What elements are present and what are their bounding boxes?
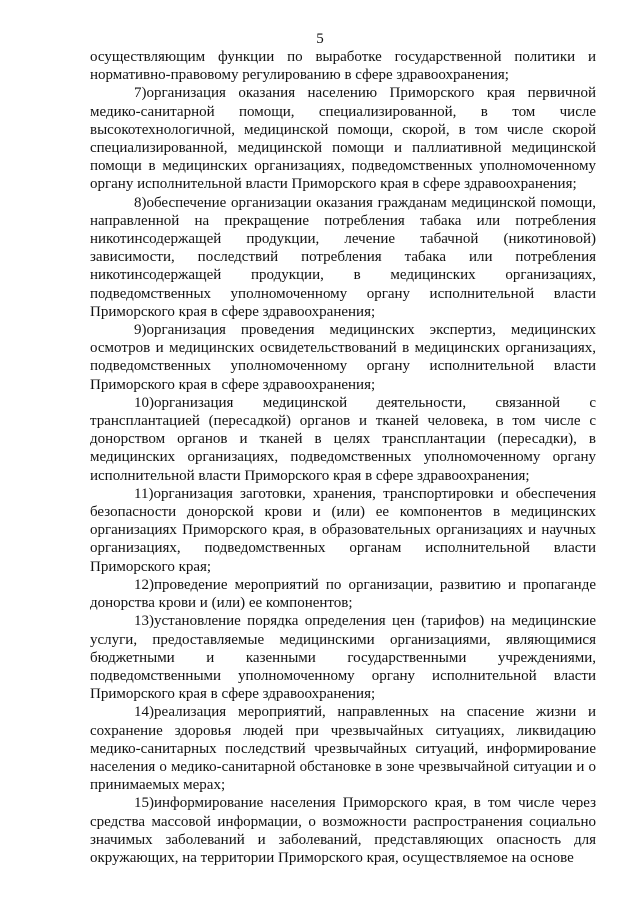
- paragraph-continuation: осуществляющим функции по выработке государственной политики и нормативно-правовому регулированию в сфере здравоохранения;: [90, 49, 596, 84]
- paragraph-item-8: 8)обеспечение организации оказания гражданам медицинской помощи, направленной на прекращение потребления табака или потребления никотинсодержащей продукции, лечение табачной (никотиновой) зависимости, последствий потребления табака или потребления никотинсодержащей продукции, в медицинских организациях, подведомственных уполномоченному органу исполнительной власти Приморского края в сфере здравоохранения;: [90, 194, 596, 320]
- paragraph-item-7: 7)организация оказания населению Приморского края первичной медико-санитарной помощи, специализированной, в том числе высокотехнологичной, медицинской помощи, скорой, в том числе скорой специализированной, медицинской помощи и паллиативной медицинской помощи в медицинских организациях, подведомственных уполномоченному органу исполнительной власти Приморского края в сфере здравоохранения;: [90, 85, 596, 193]
- paragraph-item-12: 12)проведение мероприятий по организации, развитию и пропаганде донорства крови и (или) ее компонентов;: [90, 576, 596, 612]
- paragraph-item-11: 11)организация заготовки, хранения, транспортировки и обеспечения безопасности донорской крови и (или) ее компонентов в медицинских организациях Приморского края, в образовательных организациях и научных организациях, подведомственных органам исполнительной власти Приморского края;: [90, 485, 596, 575]
- paragraph-item-13: 13)установление порядка определения цен (тарифов) на медицинские услуги, предоставляемые медицинскими организациями, являющимися бюджетными и казенными государственными учреждениями, подведомственными уполномоченному органу исполнительной власти Приморского края в сфере здравоохранения;: [90, 613, 596, 703]
- paragraph-item-10: 10)организация медицинской деятельности, связанной с трансплантацией (пересадкой) органов и тканей человека, в том числе с донорством органов и тканей в целях трансплантации (пересадки), в медицинских организациях, подведомственных уполномоченному органу исполнительной власти Приморского края в сфере здравоохранения;: [90, 394, 596, 484]
- page-number: 5: [316, 31, 324, 47]
- paragraph-item-14: 14)реализация мероприятий, направленных на спасение жизни и сохранение здоровья людей при чрезвычайных ситуациях, ликвидацию медико-санитарных последствий чрезвычайных ситуаций, информирование населения о медико-санитарной обстановке в зоне чрезвычайной ситуации и о принимаемых мерах;: [90, 704, 596, 794]
- paragraph-item-9: 9)организация проведения медицинских экспертиз, медицинских осмотров и медицинских освидетельствований в медицинских организациях, подведомственных уполномоченному органу исполнительной власти Приморского края в сфере здравоохранения;: [90, 322, 596, 393]
- paragraph-item-15: 15)информирование населения Приморского края, в том числе через средства массовой информации, о возможности распространения социально значимых заболеваний и заболеваний, представляющих опасность для окружающих, на территории Приморского края, осуществляемое на основе: [90, 795, 596, 866]
- document-body: [90, 48, 596, 867]
